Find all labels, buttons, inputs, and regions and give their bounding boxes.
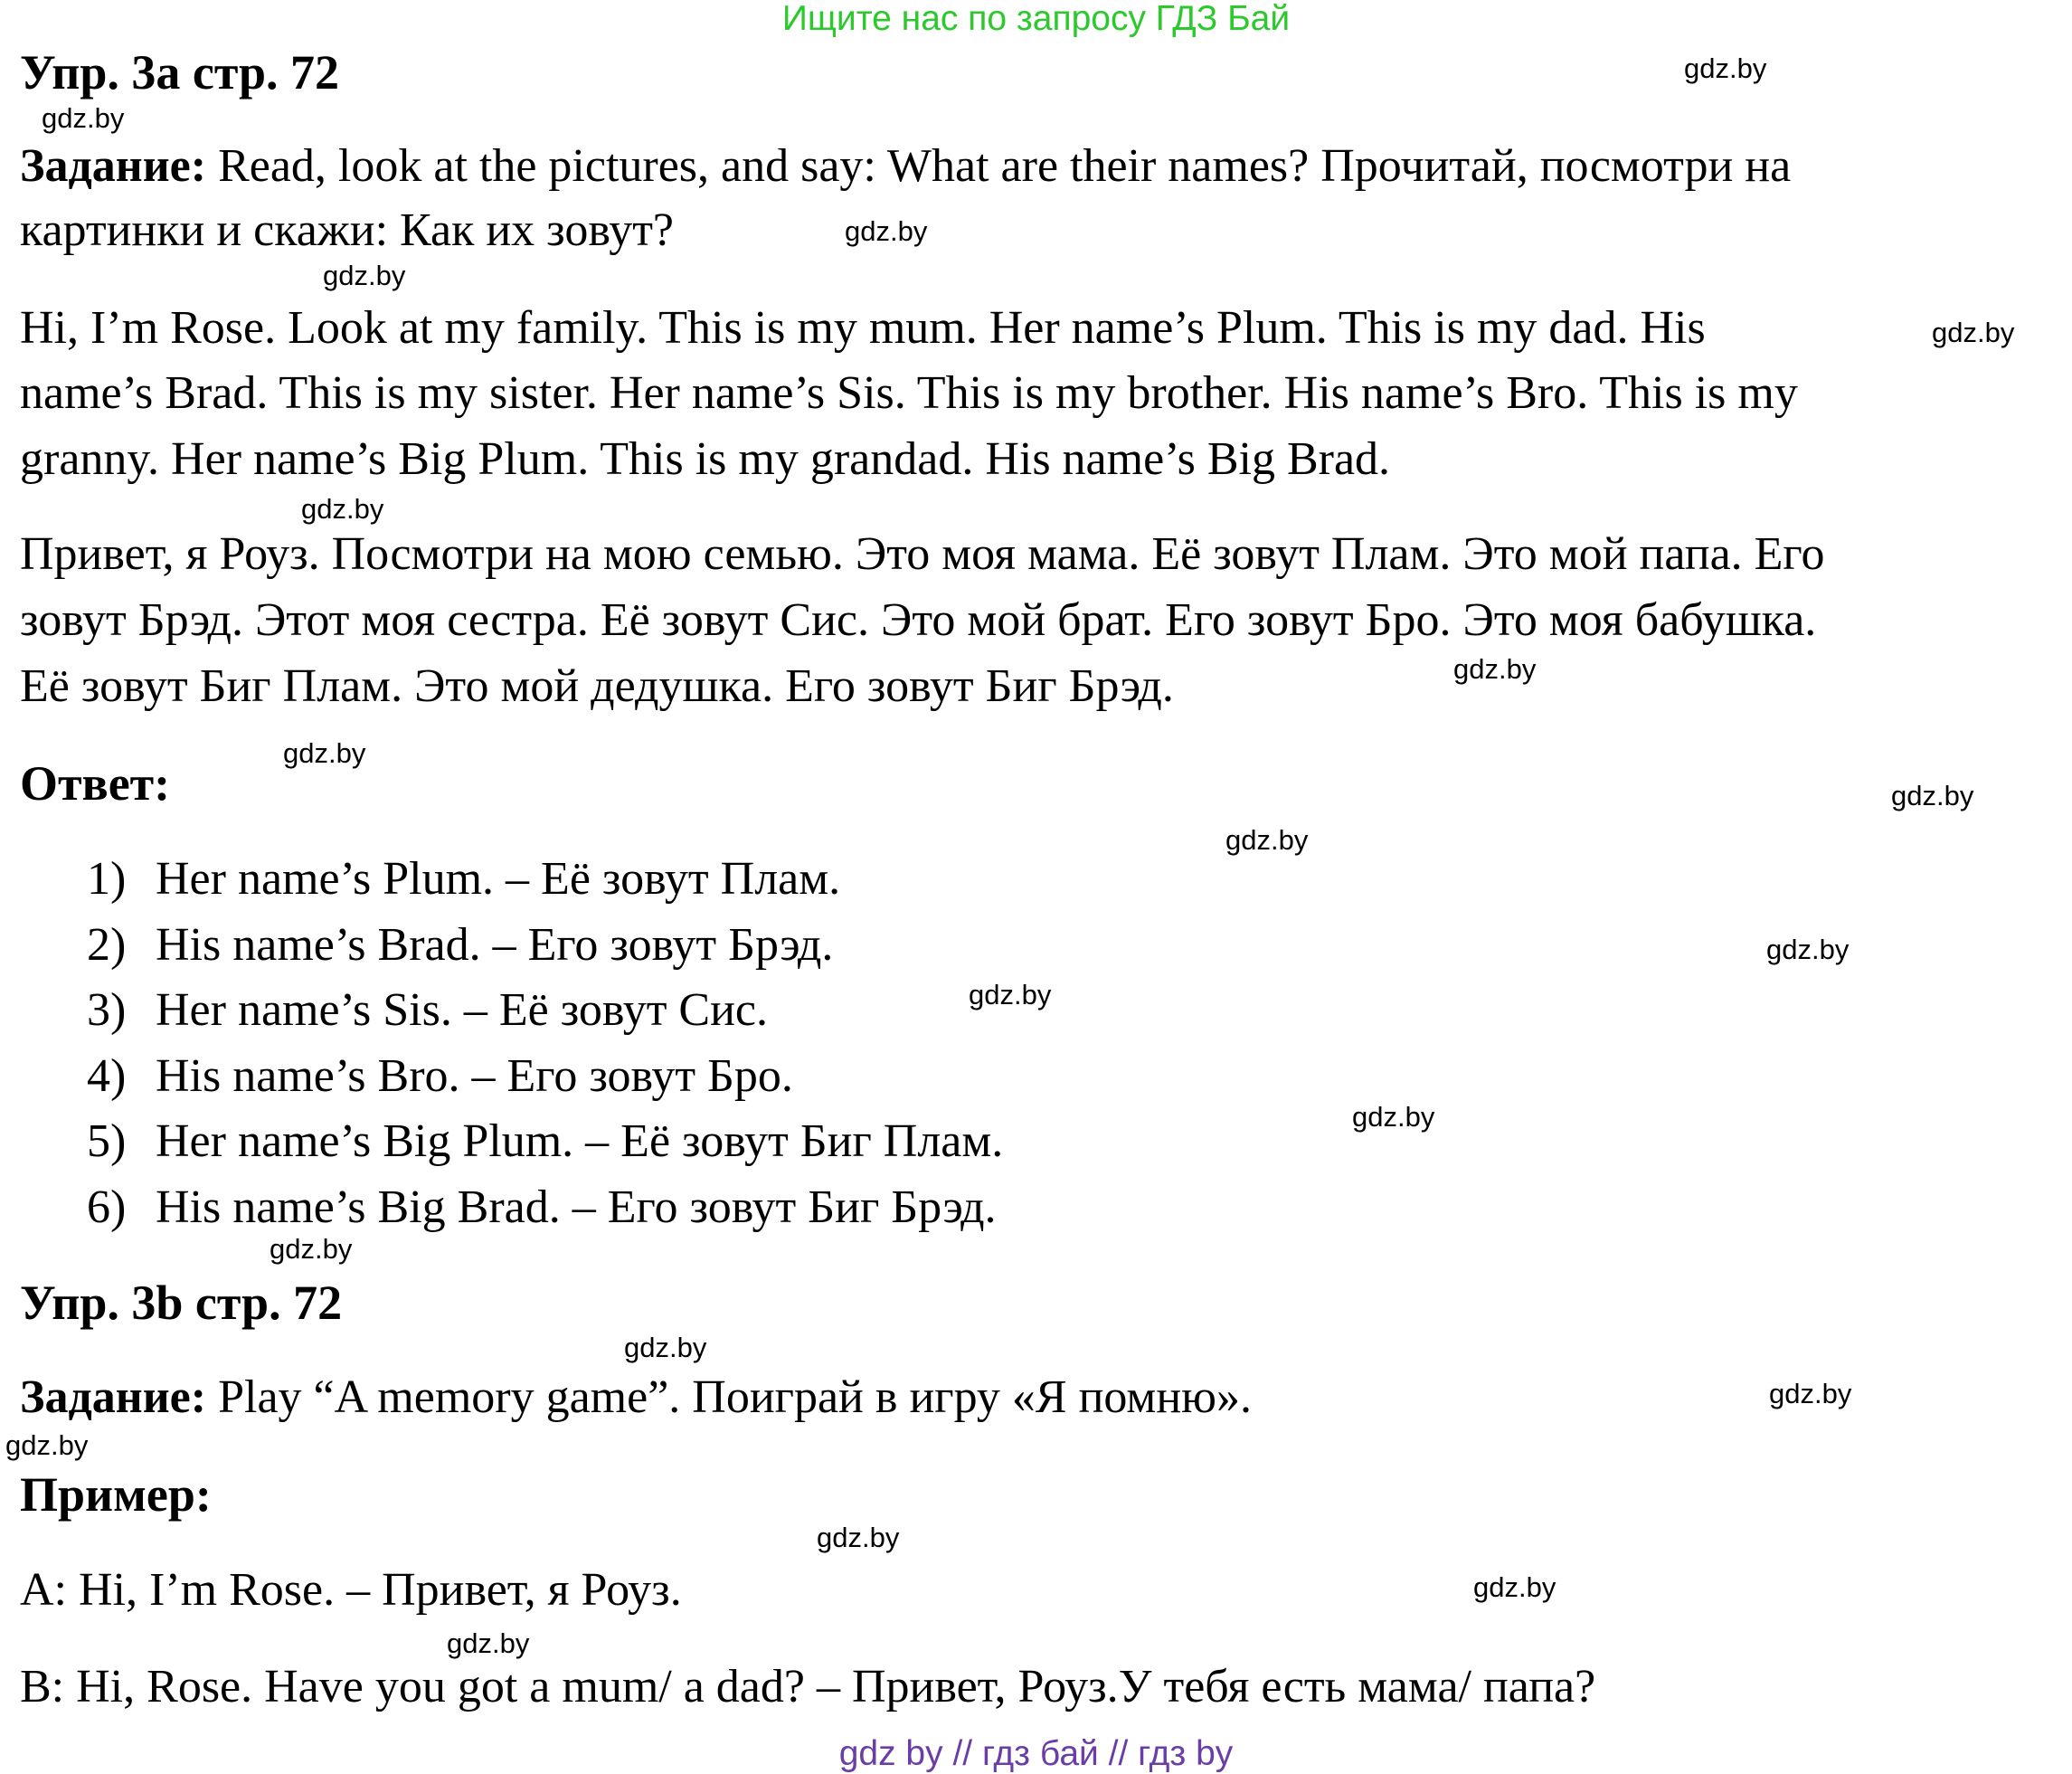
answer-number: 3)	[87, 984, 127, 1036]
task-label: Задание:	[20, 140, 207, 192]
watermark: gdz.by	[1684, 52, 1767, 84]
watermark: gdz.by	[1352, 1101, 1435, 1133]
exercise-3a-title: Упр. 3а стр. 72	[20, 45, 340, 100]
answer-number: 6)	[87, 1181, 127, 1233]
watermark: gdz.by	[1891, 780, 1974, 811]
watermark: gdz.by	[283, 737, 366, 769]
top-banner: Ищите нас по запросу ГДЗ Бай	[781, 0, 1291, 38]
watermark: gdz.by	[1769, 1378, 1852, 1409]
watermark: gdz.by	[1453, 653, 1537, 685]
answer-text: His name’s Big Brad. – Его зовут Биг Брэд.	[156, 1181, 997, 1233]
answer-item	[87, 1049, 793, 1104]
text-ru-line: зовут Брэд. Этот моя сестра. Её зовут Сис. Это мой брат. Его зовут Бро. Это моя бабушка.	[20, 594, 1817, 646]
answer-item	[87, 852, 840, 906]
answer-text: His name’s Brad. – Его зовут Брэд.	[156, 919, 834, 971]
answer-number: 1)	[87, 853, 127, 905]
answer-item	[87, 1115, 1003, 1169]
text-ru-line: Её зовут Биг Плам. Это мой дедушка. Его зовут Биг Брэд.	[20, 660, 1174, 712]
watermark: gdz.by	[5, 1429, 89, 1461]
watermark: gdz.by	[969, 979, 1052, 1010]
watermark: gdz.by	[845, 215, 928, 247]
task-text: Play “A memory game”. Поиграй в игру «Я помню».	[206, 1371, 1253, 1423]
answer-text: Her name’s Sis. – Её зовут Сис.	[156, 984, 769, 1036]
answer-number: 4)	[87, 1050, 127, 1102]
watermark: gdz.by	[323, 260, 406, 291]
exercise-3a-task-line1	[20, 139, 1791, 194]
watermark: gdz.by	[1225, 824, 1309, 856]
watermark: gdz.by	[624, 1332, 707, 1363]
example-label: Пример:	[20, 1467, 212, 1522]
text-ru-line: Привет, я Роуз. Посмотри на мою семью. Это моя мама. Её зовут Плам. Это мой папа. Его	[20, 528, 1825, 580]
example-line-b: B: Hi, Rose. Have you got a mum/ a dad? – Привет, Роуз.У тебя есть мама/ папа?	[20, 1661, 1596, 1712]
text-en-line: name’s Brad. This is my sister. Her name’s Sis. This is my brother. His name’s Bro. This is my	[20, 367, 1798, 419]
answer-text: His name’s Bro. – Его зовут Бро.	[156, 1050, 793, 1102]
answer-label: Ответ:	[20, 756, 171, 811]
task-label: Задание:	[20, 1371, 207, 1423]
watermark: gdz.by	[447, 1627, 530, 1659]
answer-number: 2)	[87, 919, 127, 971]
exercise-3b-task	[20, 1371, 1252, 1425]
watermark: gdz.by	[270, 1233, 353, 1265]
answer-text: Her name’s Plum. – Её зовут Плам.	[156, 853, 841, 905]
answer-text: Her name’s Big Plum. – Её зовут Биг Плам.	[156, 1115, 1004, 1167]
exercise-3b-title: Упр. 3b стр. 72	[20, 1276, 343, 1330]
answer-item	[87, 1181, 997, 1235]
answer-number: 5)	[87, 1115, 127, 1167]
text-en-line: Hi, I’m Rose. Look at my family. This is my mum. Her name’s Plum. This is my dad. His	[20, 302, 1706, 354]
example-line-a: A: Hi, I’m Rose. – Привет, я Роуз.	[20, 1564, 682, 1616]
watermark: gdz.by	[1473, 1571, 1556, 1603]
watermark: gdz.by	[42, 102, 125, 134]
footer: gdz by // гдз бай // гдз by	[838, 1734, 1234, 1773]
watermark: gdz.by	[1932, 317, 2015, 348]
watermark: gdz.by	[817, 1522, 900, 1553]
exercise-3a-task-line2: картинки и скажи: Как их зовут?	[20, 204, 674, 256]
text-en-line: granny. Her name’s Big Plum. This is my grandad. His name’s Big Brad.	[20, 433, 1391, 485]
answer-item	[87, 918, 833, 972]
watermark: gdz.by	[1766, 934, 1850, 965]
task-text: Read, look at the pictures, and say: What are their names? Прочитай, посмотри на	[206, 140, 1792, 192]
answer-item	[87, 983, 768, 1038]
watermark: gdz.by	[301, 493, 384, 525]
